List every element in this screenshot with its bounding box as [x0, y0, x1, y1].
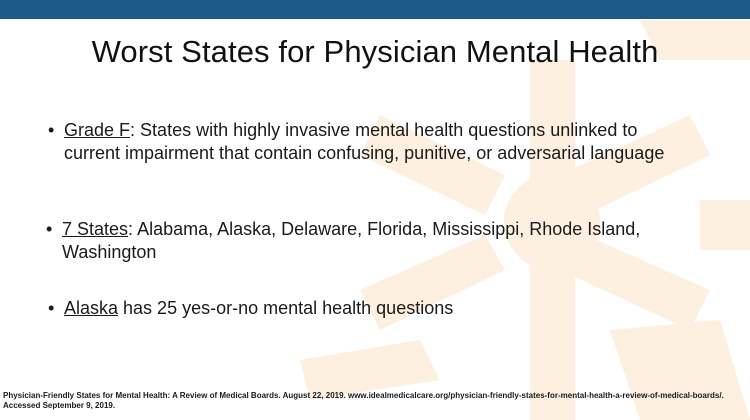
- bullet-text: [62, 218, 696, 263]
- bullet-keyword: Grade F: [64, 120, 131, 140]
- bullet-keyword: Alaska: [64, 298, 119, 318]
- bullet-grade-f: [48, 119, 688, 164]
- bullet-body: States with highly invasive mental health questions unlinked to current impairment that contain confusing, punitive, or adversarial language: [64, 120, 665, 163]
- bullet-separator: :: [130, 120, 136, 140]
- bullet-text: [64, 119, 688, 164]
- bullet-text: [64, 297, 688, 320]
- bullet-keyword: 7 States: [62, 219, 129, 239]
- bullet-point-icon: •: [48, 120, 55, 140]
- bullet-body: Alabama, Alaska, Delaware, Florida, Mississippi, Rhode Island, Washington: [62, 219, 641, 262]
- bullet-point-icon: •: [48, 298, 55, 318]
- bullet-separator: :: [128, 219, 134, 239]
- citation-footnote: Physician-Friendly States for Mental Health: A Review of Medical Boards. August 22, 2019. www.idealmedicalcare.org/physician-friendly-states-for-mental-health-a-review-of-medical-boards/. Accessed September 9, 2019.: [3, 391, 724, 410]
- bullet-body: has 25 yes-or-no mental health questions: [118, 298, 454, 318]
- bullet-point-icon: •: [46, 219, 53, 239]
- bullet-alaska: [48, 297, 688, 320]
- slide-title: Worst States for Physician Mental Health: [91, 34, 659, 69]
- bullet-seven-states: [46, 218, 696, 263]
